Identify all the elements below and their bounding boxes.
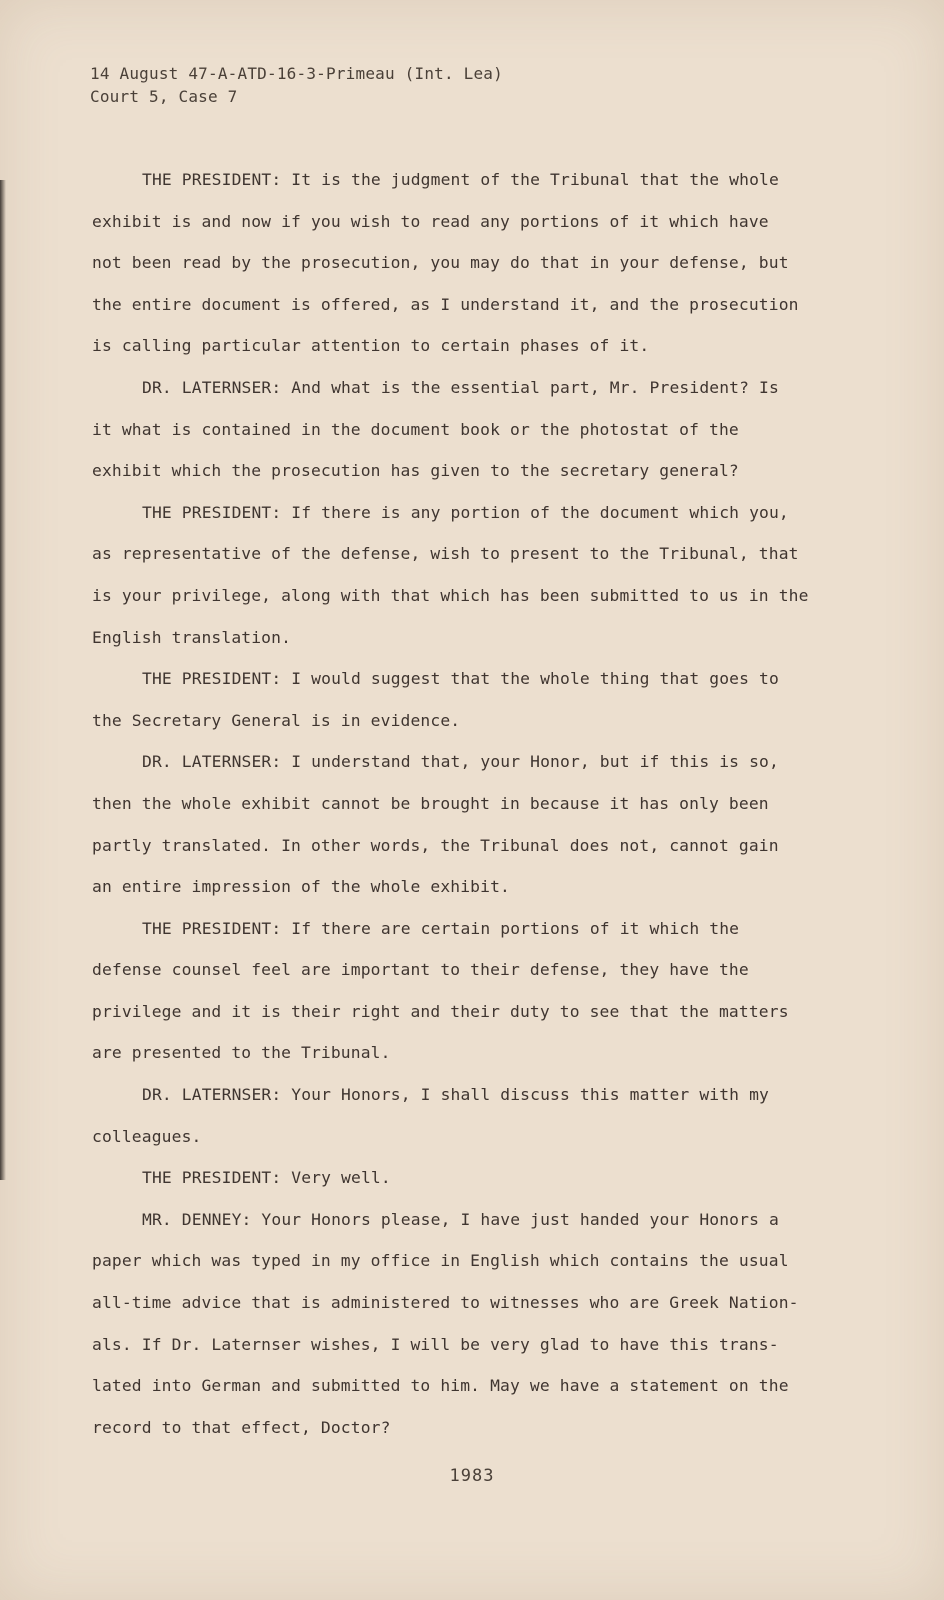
text-line: the entire document is offered, as I understand it, and the prosecution [92,294,799,314]
text-line: DR. LATERNSER: Your Honors, I shall discuss this matter with my [142,1085,769,1105]
text-line: it what is contained in the document book or the photostat of the [92,419,739,439]
header-line-1: 14 August 47-A-ATD-16-3-Primeau (Int. Lea) [90,64,503,83]
header-line-2: Court 5, Case 7 [90,87,238,106]
text-line: an entire impression of the whole exhibit. [92,877,510,897]
transcript-body [92,159,832,1448]
text-line: exhibit is and now if you wish to read any portions of it which have [92,211,769,231]
text-line: are presented to the Tribunal. [92,1043,391,1063]
text-line: DR. LATERNSER: And what is the essential part, Mr. President? Is [142,377,779,397]
text-line: MR. DENNEY: Your Honors please, I have just handed your Honors a [142,1209,779,1229]
text-line: record to that effect, Doctor? [92,1417,391,1437]
text-line: THE PRESIDENT: It is the judgment of the Tribunal that the whole [142,170,779,189]
text-line: als. If Dr. Laternser wishes, I will be very glad to have this trans- [92,1334,779,1354]
text-line: paper which was typed in my office in English which contains the usual [92,1251,789,1271]
text-line: not been read by the prosecution, you may do that in your defense, but [92,253,789,273]
text-line: is calling particular attention to certain phases of it. [92,336,650,356]
text-line: the Secretary General is in evidence. [92,710,461,730]
page-edge-shadow [0,180,6,1180]
page-number: 1983 [449,1466,495,1486]
text-line: defense counsel feel are important to their defense, they have the [92,960,749,980]
text-line: all-time advice that is administered to witnesses who are Greek Nation- [92,1293,799,1313]
text-line: as representative of the defense, wish to present to the Tribunal, that [92,544,799,564]
text-line: THE PRESIDENT: If there are certain portions of it which the [142,918,740,938]
text-line: exhibit which the prosecution has given to the secretary general? [92,461,739,481]
text-line: lated into German and submitted to him. May we have a statement on the [92,1376,789,1396]
document-header [90,62,503,108]
text-line: colleagues. [92,1126,202,1146]
text-line: then the whole exhibit cannot be brought in because it has only been [92,793,769,813]
text-line: THE PRESIDENT: Very well. [142,1168,391,1188]
text-line: THE PRESIDENT: I would suggest that the whole thing that goes to [142,669,779,689]
text-line: DR. LATERNSER: I understand that, your Honor, but if this is so, [142,752,779,772]
text-line: privilege and it is their right and their duty to see that the matters [92,1001,789,1021]
text-line: THE PRESIDENT: If there is any portion of the document which you, [142,502,789,522]
text-line: partly translated. In other words, the Tribunal does not, cannot gain [92,835,779,855]
text-line: is your privilege, along with that which has been submitted to us in the [92,585,809,605]
text-line: English translation. [92,627,292,647]
